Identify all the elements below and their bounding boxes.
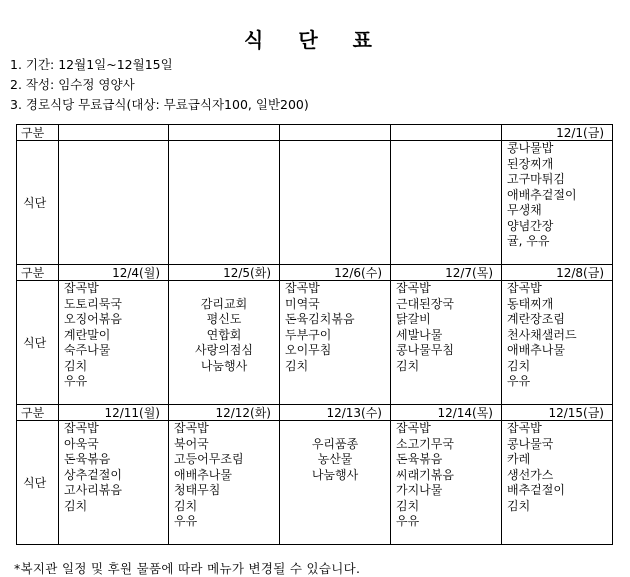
date-cell: 12/1(금): [502, 125, 613, 141]
menu-item: 돈육볶음: [64, 452, 111, 466]
menu-item: 고등어무조림: [174, 452, 244, 466]
menu-cell: [169, 281, 280, 405]
menu-item: 콩나물국: [507, 436, 554, 451]
menu-item: 씨래기볶음: [396, 467, 454, 482]
menu-item: 미역국: [285, 296, 320, 311]
menu-item: 연합회: [206, 327, 242, 342]
menu-cell: [391, 281, 502, 405]
menu-item: 나눔행사: [200, 358, 248, 373]
menu-item: 상추겉절이: [64, 467, 122, 482]
info-author: 2. 작성: 임수정 영양사: [10, 77, 135, 92]
menu-item: 청태무침: [174, 483, 221, 497]
menu-item: 감리교회: [200, 296, 248, 311]
menu-item: 애배추나물: [507, 343, 565, 357]
menu-table: [16, 124, 613, 545]
menu-item: 잡곡밥: [64, 421, 99, 435]
menu-list: [502, 141, 612, 250]
menu-cell: [59, 141, 169, 265]
date-cell: 12/5(화): [169, 265, 280, 281]
week2-header-row: [17, 265, 613, 281]
menu-cell: [59, 281, 169, 405]
menu-cell: [502, 421, 613, 545]
menu-item: 고사리볶음: [64, 483, 122, 497]
menu-item: 돈육김치볶음: [285, 312, 355, 326]
menu-item: 애배추나물: [174, 467, 232, 482]
menu-item: 나눔행사: [311, 467, 359, 482]
header-label: 구분: [17, 125, 59, 141]
date-cell: [280, 125, 391, 141]
menu-item: 오이무침: [285, 343, 332, 357]
date-cell: [169, 125, 280, 141]
header-label: 구분: [17, 405, 59, 421]
menu-item: [280, 421, 390, 437]
menu-item: 우유: [396, 514, 420, 528]
header-label: 구분: [17, 265, 59, 281]
menu-item: 소고기무국: [396, 436, 454, 451]
menu-item: 돈육볶음: [396, 452, 443, 466]
menu-item: 오징어볶음: [64, 312, 122, 326]
date-cell: [59, 125, 169, 141]
menu-item: [169, 281, 279, 297]
date-cell: 12/8(금): [502, 265, 613, 281]
date-cell: 12/6(수): [280, 265, 391, 281]
menu-cell: [280, 141, 391, 265]
menu-item: 아욱국: [64, 436, 99, 451]
info-period: 1. 기간: 12월1일~12월15일: [10, 57, 173, 72]
menu-item: 잡곡밥: [396, 421, 431, 435]
date-cell: 12/13(수): [280, 405, 391, 421]
menu-item: 동태찌개: [507, 296, 554, 311]
info-target: 3. 경로식당 무료급식(대상: 무료급식자100, 일반200): [10, 97, 309, 112]
menu-item: 김치: [507, 498, 531, 513]
menu-item: 무생채: [507, 203, 542, 217]
menu-item: 계란장조림: [507, 312, 565, 326]
page-title: 식 단 표: [244, 28, 386, 52]
menu-list: [391, 281, 501, 374]
menu-item: 콩나물밥: [507, 141, 554, 155]
menu-item: 잡곡밥: [507, 421, 542, 435]
menu-item: 애배추겉절이: [507, 187, 577, 202]
menu-item: 귤, 우유: [507, 234, 550, 248]
menu-list: [280, 281, 390, 374]
menu-item: 김치: [396, 498, 420, 513]
menu-cell: [391, 421, 502, 545]
menu-list: [502, 281, 612, 390]
menu-item: 잡곡밥: [285, 281, 320, 295]
date-cell: 12/11(월): [59, 405, 169, 421]
week1-header-row: [17, 125, 613, 141]
menu-item: 우유: [64, 374, 88, 388]
menu-item: 고구마튀김: [507, 172, 565, 186]
menu-cell: [280, 281, 391, 405]
menu-item: 두부구이: [285, 327, 332, 342]
menu-item: 김치: [396, 358, 420, 373]
date-cell: 12/4(월): [59, 265, 169, 281]
menu-item: 숙주나물: [64, 343, 111, 357]
footer-note: *복지관 일정 및 후원 물품에 따라 메뉴가 변경될 수 있습니다.: [14, 561, 361, 576]
menu-item: 계란말이: [64, 327, 111, 342]
menu-cell: [59, 421, 169, 545]
meal-label: 식단: [17, 141, 59, 265]
menu-item: 우리품종: [311, 436, 359, 451]
date-cell: 12/15(금): [502, 405, 613, 421]
menu-item: 잡곡밥: [507, 281, 542, 295]
menu-list: [169, 281, 279, 374]
menu-item: 김치: [174, 498, 198, 513]
menu-item: 김치: [64, 498, 88, 513]
date-cell: [391, 125, 502, 141]
menu-item: 콩나물무침: [396, 343, 454, 357]
menu-item: 천사채샐러드: [507, 327, 577, 342]
menu-list: [280, 421, 390, 483]
week1-menu-row: [17, 141, 613, 265]
menu-item: 김치: [64, 358, 88, 373]
menu-item: 우유: [174, 514, 198, 528]
date-cell: 12/7(목): [391, 265, 502, 281]
menu-item: 가지나물: [396, 483, 443, 497]
menu-item: 된장찌개: [507, 156, 554, 171]
meal-label: 식단: [17, 421, 59, 545]
menu-list: [59, 281, 168, 390]
menu-cell: [502, 281, 613, 405]
date-cell: 12/12(화): [169, 405, 280, 421]
menu-item: 세발나물: [396, 327, 443, 342]
menu-cell: [391, 141, 502, 265]
menu-item: 잡곡밥: [174, 421, 209, 435]
menu-item: 카레: [507, 452, 531, 466]
menu-item: 잡곡밥: [396, 281, 431, 295]
menu-item: 잡곡밥: [64, 281, 99, 295]
menu-item: 생선가스: [507, 467, 554, 482]
menu-item: 농산물: [317, 452, 353, 466]
week3-menu-row: [17, 421, 613, 545]
week2-menu-row: [17, 281, 613, 405]
menu-item: 근대된장국: [396, 296, 454, 311]
menu-item: 김치: [285, 358, 309, 373]
menu-cell: [169, 141, 280, 265]
menu-list: [502, 421, 612, 514]
menu-item: 평신도: [206, 312, 242, 326]
week3-header-row: [17, 405, 613, 421]
menu-item: 닭갈비: [396, 312, 431, 326]
menu-item: 북어국: [174, 436, 209, 451]
menu-cell: [502, 141, 613, 265]
menu-cell: [280, 421, 391, 545]
menu-item: 양념간장: [507, 218, 554, 233]
menu-item: 김치: [507, 358, 531, 373]
menu-list: [391, 421, 501, 530]
date-cell: 12/14(목): [391, 405, 502, 421]
meal-label: 식단: [17, 281, 59, 405]
menu-item: 배추겉절이: [507, 483, 565, 497]
menu-item: 도토리묵국: [64, 296, 122, 311]
menu-item: 사랑의점심: [195, 343, 253, 357]
menu-cell: [169, 421, 280, 545]
menu-list: [169, 421, 279, 530]
menu-item: 우유: [507, 374, 531, 388]
menu-list: [59, 421, 168, 514]
